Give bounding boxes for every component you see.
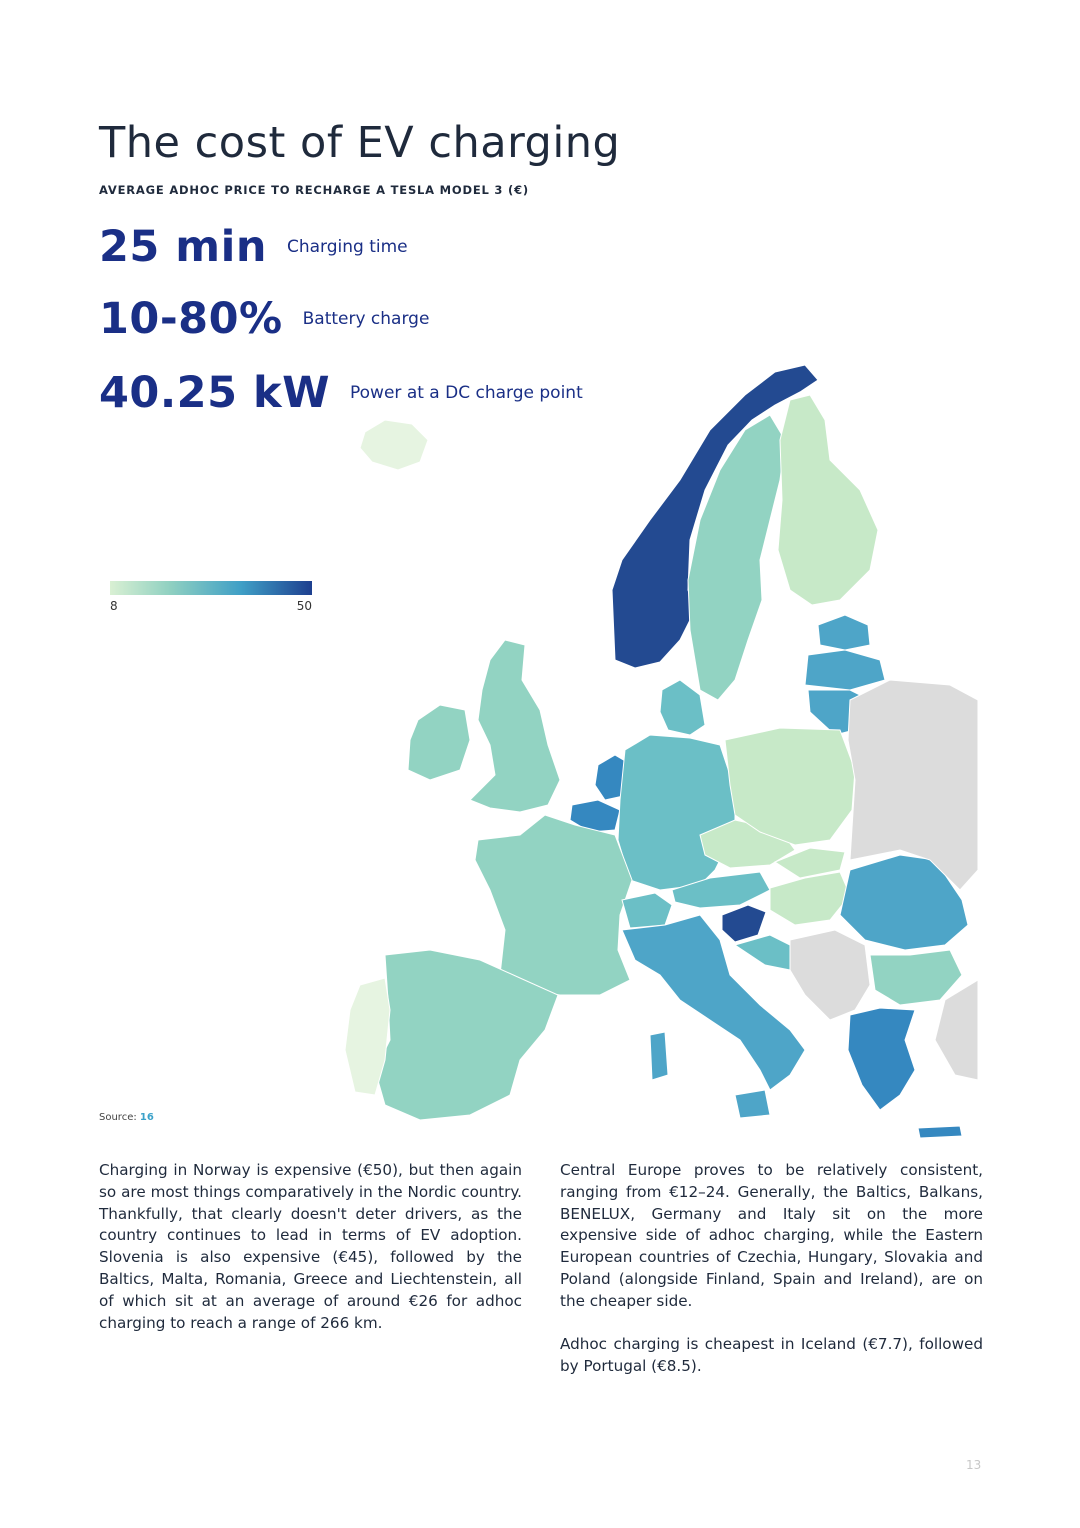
region-estonia (818, 615, 870, 650)
stat-label: Charging time (286, 237, 408, 257)
body-column-right (560, 1160, 983, 1400)
legend-max: 50 (296, 599, 312, 613)
region-finland (778, 395, 878, 605)
body-paragraph: Adhoc charging is cheapest in Iceland (€7.7), followed by Portugal (€8.5). (560, 1335, 983, 1376)
source-prefix: Source: (99, 1112, 137, 1123)
body-column-left (99, 1160, 522, 1356)
region-iceland (360, 420, 428, 470)
region-ireland (408, 705, 470, 780)
region-sardinia (650, 1032, 668, 1080)
page-title: The cost of EV charging (99, 118, 621, 168)
region-sicily (735, 1090, 770, 1118)
stat-charging-time (99, 222, 408, 272)
region-germany (618, 735, 735, 890)
stat-label: Battery charge (302, 309, 430, 329)
region-slovenia (722, 905, 766, 942)
region-greece (848, 1008, 915, 1110)
body-paragraph: Charging in Norway is expensive (€50), but then again so are most things comparatively in the Nordic country. Thankfully, that clearly doesn't deter drivers, as the country continues to lead in terms of EV adoption. Slovenia is also expensive (€45), followed by the Baltics, Malta, Romania, Greece and Liechtenstein, all of which sit at an average of around €26 for adhoc charging to reach a range of 266 km. (99, 1161, 522, 1332)
source-note (99, 1112, 154, 1123)
stat-value: 40.25 kW (99, 368, 331, 418)
source-ref-link[interactable]: 16 (139, 1112, 154, 1123)
region-bulgaria (870, 950, 962, 1005)
region-hungary (770, 872, 850, 925)
color-legend (110, 581, 312, 613)
region-crete (918, 1126, 962, 1138)
stat-value: 10-80% (99, 294, 283, 344)
region-switzerland (622, 893, 672, 928)
chart-subtitle: AVERAGE ADHOC PRICE TO RECHARGE A TESLA MODEL 3 (€) (99, 183, 529, 197)
stat-battery-charge (99, 294, 429, 344)
region-latvia (805, 650, 885, 690)
body-paragraph: Central Europe proves to be relatively consistent, ranging from €12–24. Generally, the Baltics, Balkans, BENELUX, Germany and Italy sit on the more expensive side of adhoc charging, while the Eastern European countries of Czechia, Hungary, Slovakia and Poland (alongside Finland, Spain and Ireland), are on the cheaper side. (560, 1161, 983, 1310)
region-denmark (660, 680, 705, 735)
page-number: 13 (966, 1458, 982, 1472)
legend-gradient (110, 581, 312, 595)
region-balkans-no-data (790, 930, 870, 1020)
stat-value: 25 min (99, 222, 267, 272)
stat-label: Power at a DC charge point (350, 383, 583, 403)
legend-min: 8 (110, 599, 118, 613)
europe-map (330, 355, 990, 1145)
region-uk (470, 640, 560, 812)
